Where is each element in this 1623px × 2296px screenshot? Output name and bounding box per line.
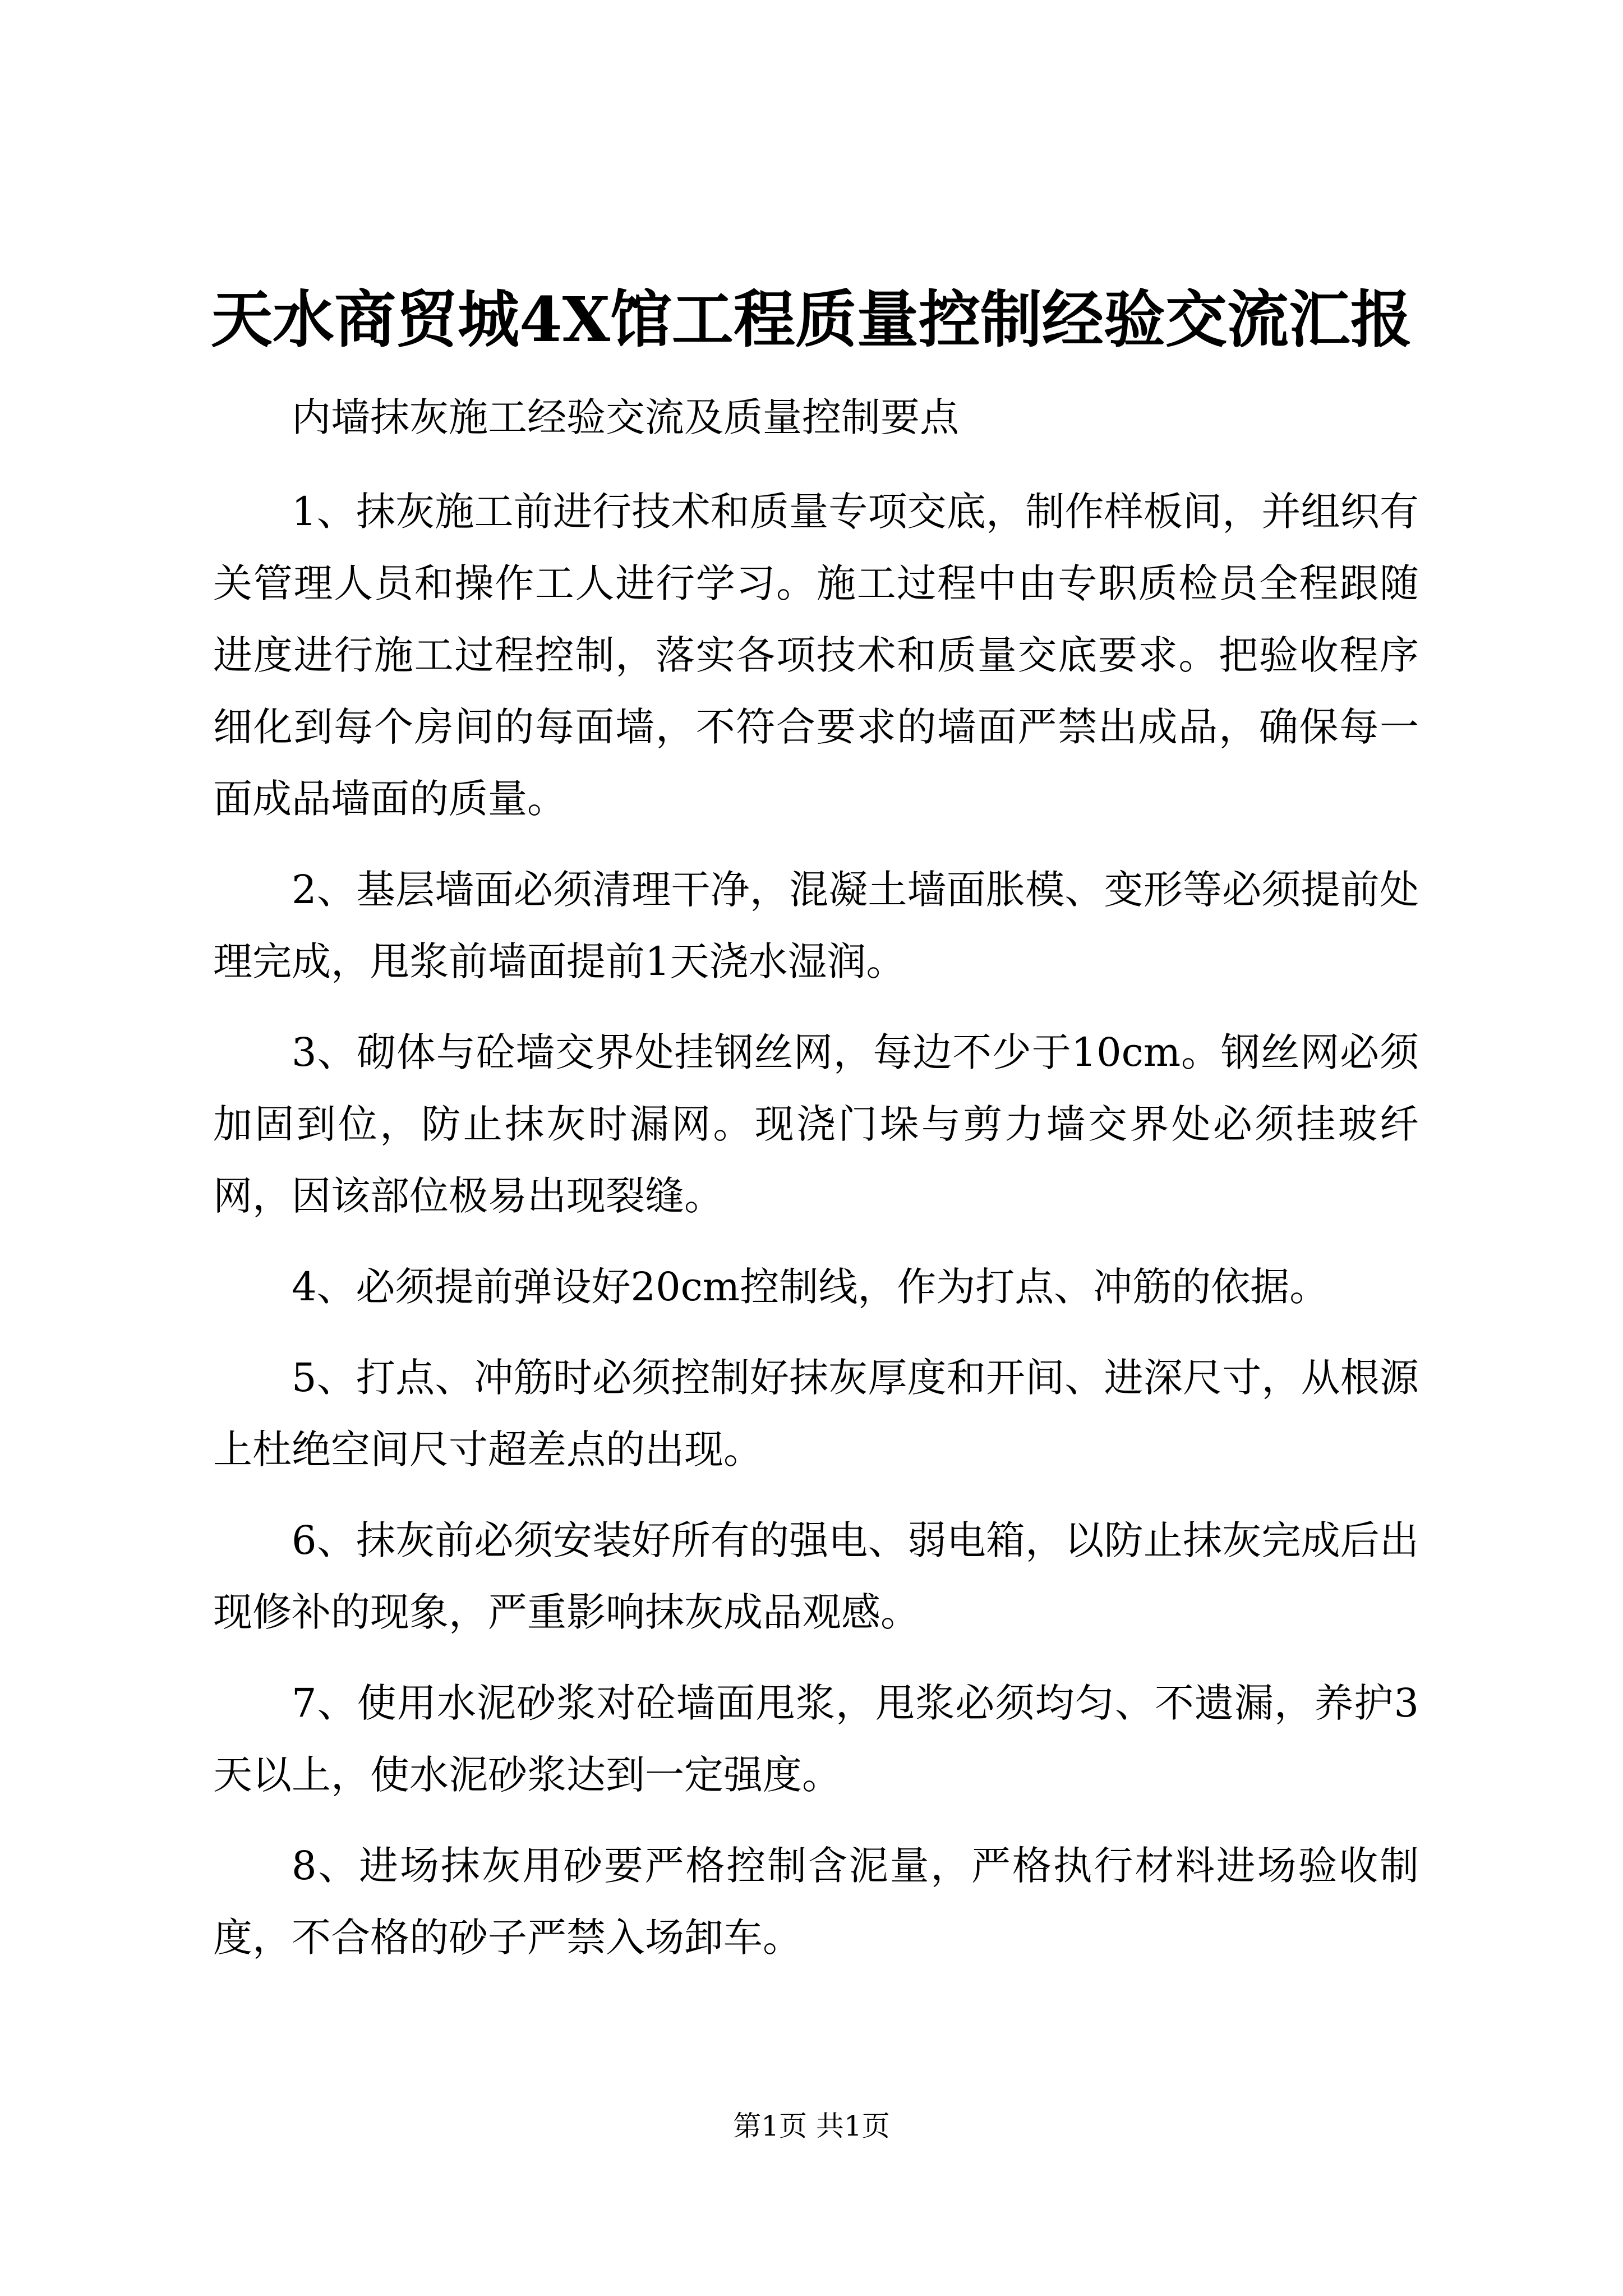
paragraph-1: 1、抹灰施工前进行技术和质量专项交底，制作样板间，并组织有关管理人员和操作工人进行学习。施工过程中由专职质检员全程跟随进度进行施工过程控制，落实各项技术和质量交底要求。把验收程序细化到每个房间的每面墙，不符合要求的墙面严禁出成品，确保每一面成品墙面的质量。	[213, 489, 1419, 822]
paragraph-2: 2、基层墙面必须清理干净，混凝土墙面胀模、变形等必须提前处理完成，甩浆前墙面提前1天浇水湿润。	[213, 867, 1419, 984]
document-title: 天水商贸城4X馆工程质量控制经验交流汇报	[211, 283, 1412, 356]
section-heading: 内墙抹灰施工经验交流及质量控制要点	[292, 394, 959, 440]
paragraph-8: 8、进场抹灰用砂要严格控制含泥量，严格执行材料进场验收制度，不合格的砂子严禁入场卸车。	[213, 1843, 1419, 1961]
paragraph-3: 3、砌体与砼墙交界处挂钢丝网，每边不少于10cm。钢丝网必须加固到位，防止抹灰时漏网。现浇门垛与剪力墙交界处必须挂玻纤网，因该部位极易出现裂缝。	[213, 1029, 1419, 1219]
page-footer: 第1页 共1页	[733, 2110, 890, 2142]
paragraph-4: 4、必须提前弹设好20cm控制线，作为打点、冲筋的依据。	[292, 1264, 1329, 1310]
paragraph-7: 7、使用水泥砂浆对砼墙面甩浆，甩浆必须均匀、不遗漏，养护3天以上，使水泥砂浆达到一定强度。	[213, 1680, 1419, 1798]
paragraph-5: 5、打点、冲筋时必须控制好抹灰厚度和开间、进深尺寸，从根源上杜绝空间尺寸超差点的出现。	[213, 1355, 1419, 1473]
document-body	[213, 381, 1419, 1993]
paragraph-6: 6、抹灰前必须安装好所有的强电、弱电箱，以防止抹灰完成后出现修补的现象，严重影响抹灰成品观感。	[213, 1517, 1419, 1635]
